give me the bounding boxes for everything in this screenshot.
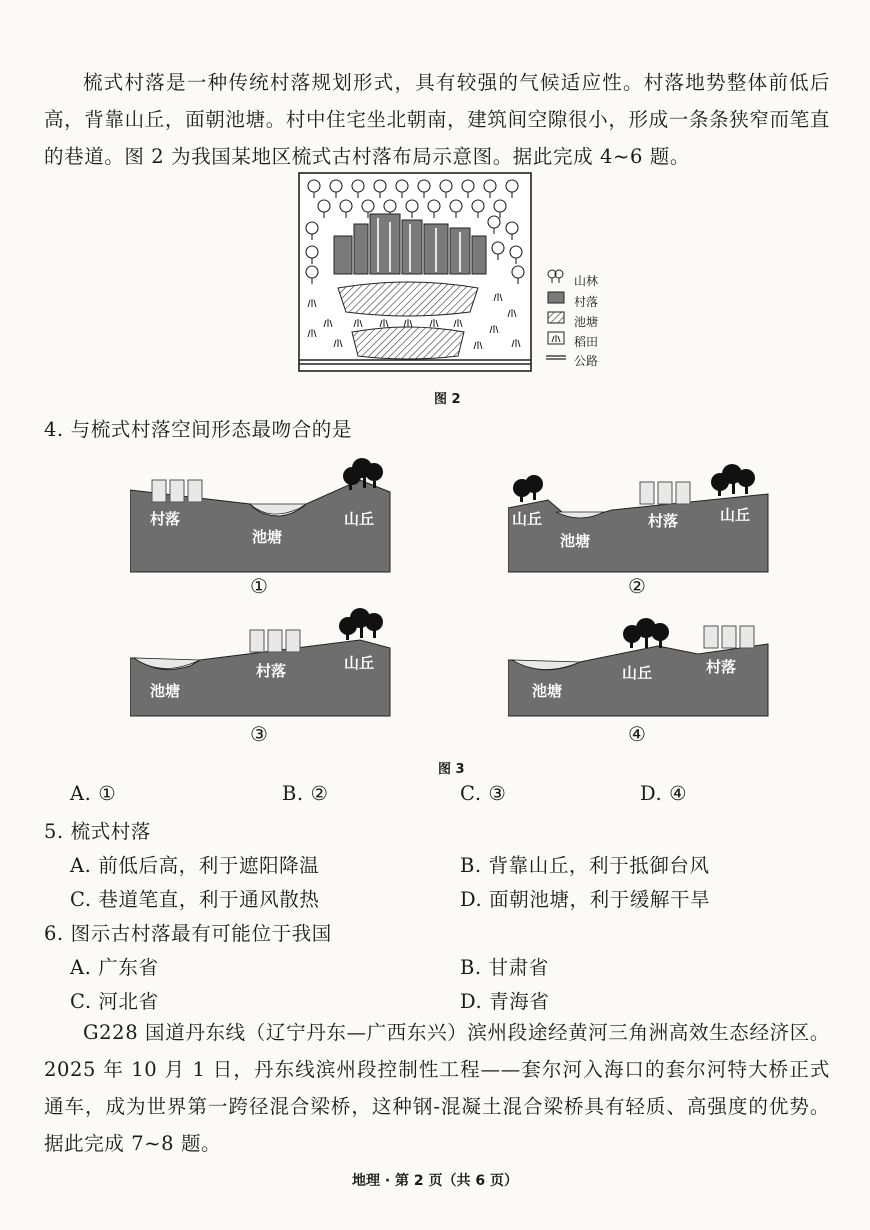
legend-paddy-icon [548, 332, 564, 344]
d3-label-village: 村落 [256, 662, 287, 680]
q4-option-b[interactable]: B. ② [282, 782, 329, 805]
passage-2-paragraph: G228 国道丹东线（辽宁丹东—广西东兴）滨州段途经黄河三角洲高效生态经济区。2025 年 10 月 1 日，丹东线滨州段控制性工程——套尔河入海口的套尔河特大桥正式通车，成为世界第一跨径混合梁桥，这种钢-混凝土混合梁桥具有轻质、高强度的优势。据此完成 7~8 题。 [44, 1021, 830, 1155]
legend-label-road: 公路 [574, 354, 599, 368]
legend-pond-icon [548, 312, 564, 323]
d1-label-hill: 山丘 [344, 510, 375, 528]
figure-2-legend [546, 270, 566, 359]
q6-option-b[interactable]: B. 甘肃省 [460, 956, 549, 979]
q5-option-c[interactable]: C. 巷道笔直，利于通风散热 [70, 888, 320, 911]
d4-label-pond: 池塘 [532, 682, 563, 700]
q5-stem: 5. 梳式村落 [44, 820, 152, 843]
d4-number: ④ [628, 722, 646, 746]
d2-label-pond: 池塘 [560, 532, 591, 550]
d3-label-pond: 池塘 [150, 682, 181, 700]
d3-label-hill: 山丘 [344, 654, 375, 672]
d2-number: ② [628, 574, 646, 598]
q4-option-a[interactable]: A. ① [70, 782, 117, 805]
legend-forest-icon [548, 270, 563, 283]
d1-number: ① [250, 574, 268, 598]
legend-label-forest: 山林 [574, 274, 599, 288]
q5-option-a[interactable]: A. 前低后高，利于遮阳降温 [70, 854, 320, 877]
d1-label-village: 村落 [150, 510, 181, 528]
legend-label-village: 村落 [574, 295, 599, 309]
q5-option-b[interactable]: B. 背靠山丘，利于抵御台风 [460, 854, 710, 877]
q6-stem: 6. 图示古村落最有可能位于我国 [44, 922, 332, 945]
figure-3-caption: 图 3 [438, 762, 465, 777]
legend-village-icon [548, 292, 564, 303]
q6-option-d[interactable]: D. 青海省 [460, 990, 550, 1013]
d2-label-hill-right: 山丘 [720, 506, 751, 524]
q5-option-d[interactable]: D. 面朝池塘，利于缓解干旱 [460, 888, 711, 911]
intro-paragraph: 梳式村落是一种传统村落规划形式，具有较强的气候适应性。村落地势整体前低后高，背靠山丘，面朝池塘。村中住宅坐北朝南，建筑间空隙很小，形成一条条狭窄而笔直的巷道。图 2 为我国某地区梳式古村落布局示意图。据此完成 4~6 题。 [44, 71, 830, 168]
q6-option-a[interactable]: A. 广东省 [70, 956, 159, 979]
d4-label-hill: 山丘 [622, 664, 653, 682]
d4-label-village: 村落 [706, 658, 737, 676]
legend-label-pond: 池塘 [574, 315, 599, 329]
q4-stem: 4. 与梳式村落空间形态最吻合的是 [44, 418, 353, 441]
pond-lower [352, 327, 464, 359]
d3-number: ③ [250, 722, 268, 746]
pond-upper [338, 282, 478, 316]
d2-label-hill-left: 山丘 [512, 510, 543, 528]
q4-option-d[interactable]: D. ④ [640, 782, 688, 805]
d2-label-village: 村落 [648, 512, 679, 530]
figure-2-caption: 图 2 [434, 392, 461, 407]
legend-label-paddy: 稻田 [574, 335, 599, 349]
d1-label-pond: 池塘 [252, 528, 283, 546]
q6-option-c[interactable]: C. 河北省 [70, 990, 159, 1013]
q4-option-c[interactable]: C. ③ [460, 782, 507, 805]
page-footer: 地理 · 第 2 页（共 6 页） [351, 1173, 519, 1189]
